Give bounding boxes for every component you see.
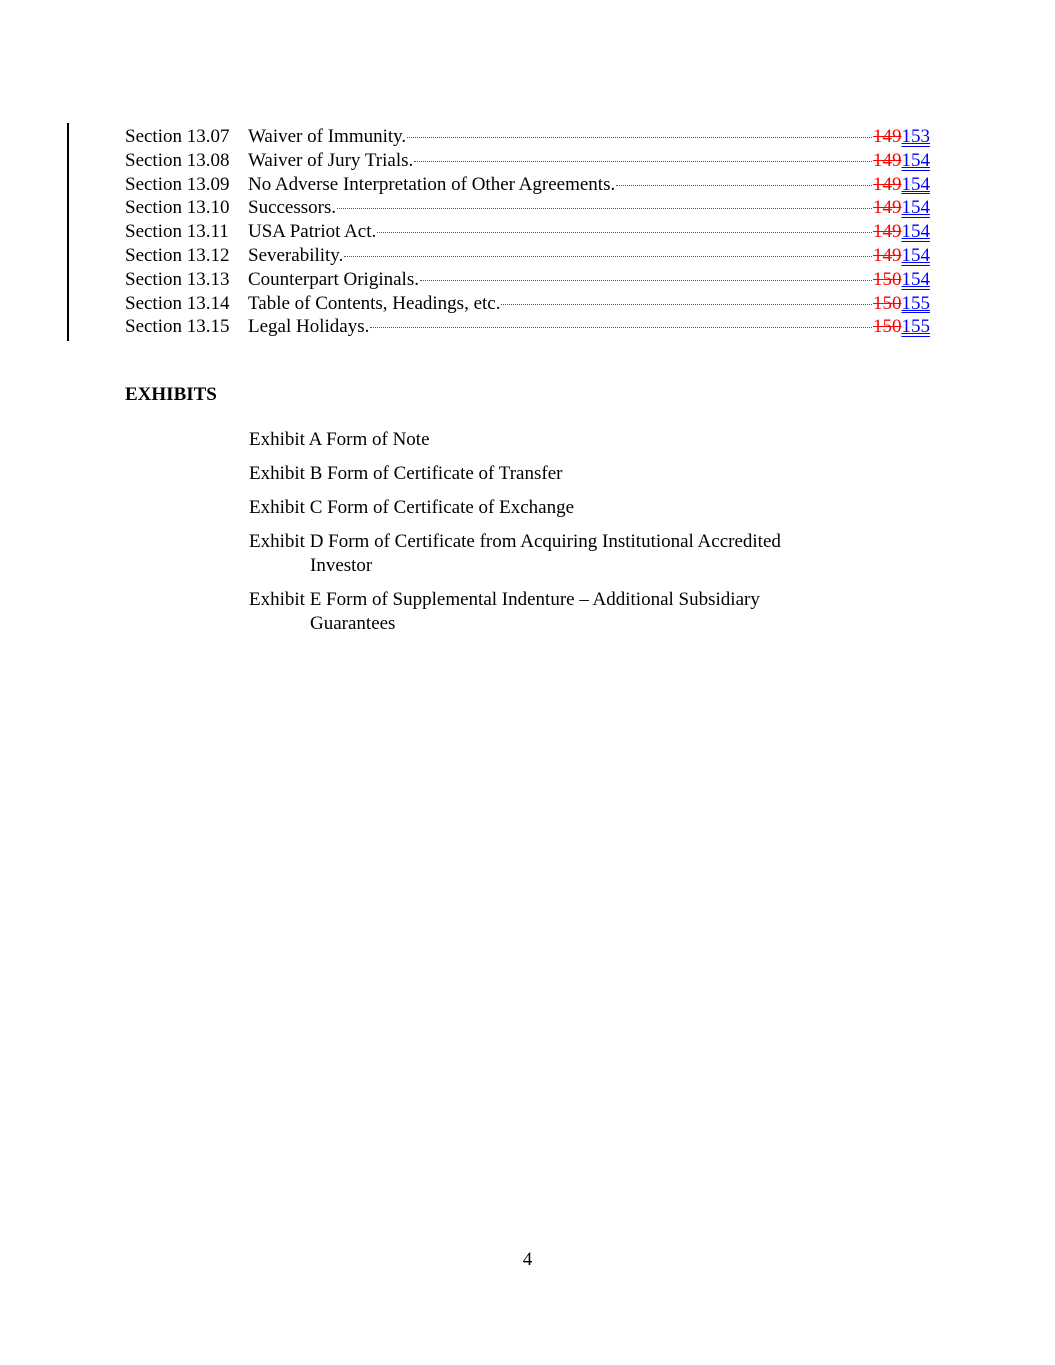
deleted-page-number: 150	[873, 316, 902, 338]
section-title: No Adverse Interpretation of Other Agreements.	[248, 173, 616, 195]
exhibits-heading: EXHIBITS	[125, 384, 217, 405]
dot-leader	[616, 185, 872, 186]
exhibit-title-continuation: Guarantees	[310, 613, 396, 634]
section-title: Waiver of Immunity.	[248, 126, 407, 147]
table-of-contents	[125, 125, 930, 339]
toc-row-13-15	[125, 315, 930, 339]
dot-leader	[337, 208, 872, 209]
exhibit-b	[249, 462, 849, 486]
section-number: Section 13.08	[125, 149, 230, 171]
toc-row-13-13	[125, 268, 930, 292]
dot-leader	[501, 304, 872, 305]
exhibit-title-continuation: Investor	[310, 555, 373, 576]
section-number: Section 13.07	[125, 126, 230, 147]
inserted-page-link[interactable]: 154	[901, 221, 930, 243]
toc-row-13-11	[125, 220, 930, 244]
section-title: Successors.	[248, 197, 337, 219]
deleted-page-number: 149	[873, 126, 902, 147]
deleted-page-number: 149	[873, 149, 902, 171]
toc-row-13-14	[125, 292, 930, 316]
exhibit-title: Exhibit D Form of Certificate from Acquiring Institutional Accredited	[249, 531, 781, 552]
section-title: USA Patriot Act.	[248, 221, 377, 243]
inserted-page-link[interactable]: 154	[901, 244, 930, 266]
exhibit-d	[249, 530, 849, 578]
deleted-page-number: 149	[873, 173, 902, 195]
dot-leader	[370, 327, 872, 328]
section-number: Section 13.14	[125, 292, 230, 314]
inserted-page-link[interactable]: 154	[901, 149, 930, 171]
section-title: Legal Holidays.	[248, 316, 370, 338]
dot-leader	[344, 256, 872, 257]
exhibit-title: Exhibit C Form of Certificate of Exchange	[249, 497, 575, 518]
section-number: Section 13.11	[125, 221, 229, 243]
revision-change-bar	[67, 123, 69, 341]
section-title: Severability.	[248, 244, 344, 266]
exhibit-a	[249, 428, 849, 452]
dot-leader	[407, 137, 872, 138]
dot-leader	[414, 161, 872, 162]
section-number: Section 13.13	[125, 268, 230, 290]
deleted-page-number: 149	[873, 221, 902, 243]
inserted-page-link[interactable]: 154	[901, 197, 930, 219]
exhibit-title: Exhibit E Form of Supplemental Indenture – Additional Subsidiary	[249, 589, 760, 610]
section-title: Waiver of Jury Trials.	[248, 149, 414, 171]
inserted-page-link[interactable]: 155	[901, 292, 930, 314]
toc-row-13-07	[125, 125, 930, 149]
section-number: Section 13.15	[125, 316, 230, 338]
inserted-page-link[interactable]: 154	[901, 268, 930, 290]
deleted-page-number: 150	[873, 268, 902, 290]
exhibit-e	[249, 588, 849, 636]
deleted-page-number: 149	[873, 244, 902, 266]
exhibit-title: Exhibit B Form of Certificate of Transfer	[249, 463, 563, 484]
toc-row-13-10	[125, 196, 930, 220]
deleted-page-number: 149	[873, 197, 902, 219]
toc-row-13-12	[125, 244, 930, 268]
toc-row-13-09	[125, 173, 930, 197]
section-number: Section 13.10	[125, 197, 230, 219]
inserted-page-link[interactable]: 153	[901, 126, 930, 147]
dot-leader	[377, 232, 872, 233]
inserted-page-link[interactable]: 155	[901, 316, 930, 338]
page-number: 4	[522, 1249, 533, 1270]
toc-row-13-08	[125, 149, 930, 173]
inserted-page-link[interactable]: 154	[901, 173, 930, 195]
section-number: Section 13.12	[125, 244, 230, 266]
exhibit-title: Exhibit A Form of Note	[249, 429, 430, 450]
section-title: Counterpart Originals.	[248, 268, 419, 290]
dot-leader	[420, 280, 872, 281]
exhibits-list	[249, 428, 849, 646]
exhibit-c	[249, 496, 849, 520]
section-title: Table of Contents, Headings, etc.	[248, 292, 501, 314]
section-number: Section 13.09	[125, 173, 230, 195]
deleted-page-number: 150	[873, 292, 902, 314]
